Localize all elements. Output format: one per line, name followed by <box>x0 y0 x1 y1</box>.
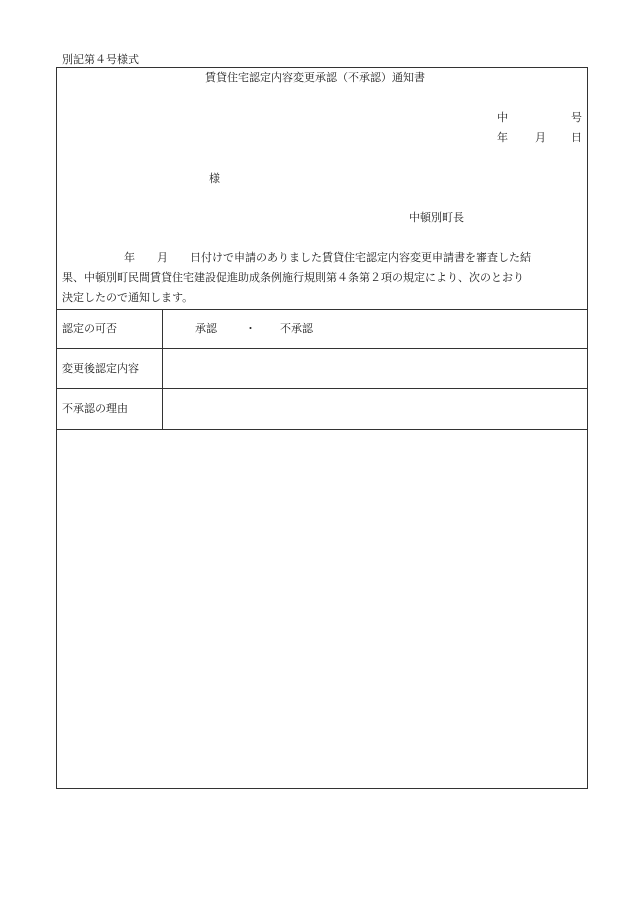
row-divider-1 <box>56 348 588 349</box>
body-line-3: 決定したので通知します。 <box>62 291 194 304</box>
addressee-suffix: 様 <box>209 172 220 185</box>
date-year: 年 <box>497 131 508 144</box>
form-number-label: 別記第４号様式 <box>62 53 139 66</box>
issuer-name: 中頓別町長 <box>409 211 464 224</box>
body-line-2: 果、中頓別町民間賃貸住宅建設促進助成条例施行規則第４条第２項の規定により、次のとおり <box>62 271 524 284</box>
table-column-divider <box>162 309 163 429</box>
form-frame <box>56 67 588 789</box>
doc-number-suffix: 号 <box>571 111 582 124</box>
option-approve: 承認 <box>195 322 217 335</box>
body-line-1-text: 日付けで申請のありました賃貸住宅認定内容変更申請書を審査した結 <box>190 251 531 264</box>
doc-number-prefix: 中 <box>497 111 508 124</box>
date-month: 月 <box>535 131 546 144</box>
body-line-1 <box>62 248 584 268</box>
document-title: 賃貸住宅認定内容変更承認（不承認）通知書 <box>205 71 425 84</box>
row-label-changed-content: 変更後認定内容 <box>62 362 139 375</box>
table-bottom-border <box>56 429 588 430</box>
row-divider-2 <box>56 388 588 389</box>
body-year: 年 <box>124 251 135 264</box>
row-label-rejection-reason: 不承認の理由 <box>62 402 128 415</box>
notice-body <box>62 248 584 308</box>
body-month: 月 <box>157 251 168 264</box>
table-top-border <box>56 309 588 310</box>
option-separator: ・ <box>245 322 256 335</box>
option-reject: 不承認 <box>280 322 313 335</box>
row-label-approval: 認定の可否 <box>62 322 117 335</box>
date-day: 日 <box>571 131 582 144</box>
